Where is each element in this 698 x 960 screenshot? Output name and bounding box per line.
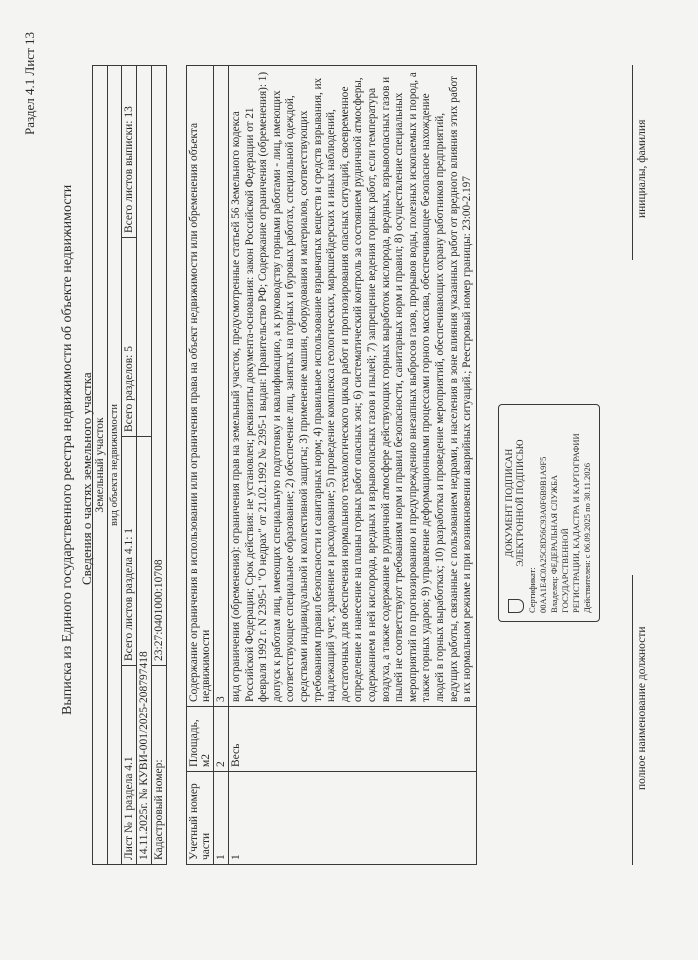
- signature-stamp: [498, 404, 600, 622]
- sheet-info-table: [92, 65, 167, 865]
- stamp-owner: Владелец: ФЕДЕРАЛЬНАЯ СЛУЖБА ГОСУДАРСТВЕННОЙ: [549, 475, 570, 613]
- sheets-total-section: Всего листов раздела 4.1: 1: [123, 527, 135, 661]
- column-number-3: 3: [215, 696, 227, 702]
- sections-total: Всего разделов: 5: [123, 346, 135, 432]
- stamp-owner-cont: РЕГИСТРАЦИИ, КАДАСТРА И КАРТОГРАФИИ: [571, 433, 581, 613]
- footer-line-left: [632, 575, 633, 865]
- document-title: Выписка из Единого государственного реестра недвижимости об объекте недвижимости: [60, 184, 75, 715]
- footer-name-caption: инициалы, фамилия: [636, 119, 648, 218]
- table-header-row: [187, 66, 214, 865]
- stamp-validity: Действителен: с 06.09.2025 по 30.11.2026: [582, 463, 592, 613]
- sheets-total-extract: Всего листов выписки: 13: [123, 106, 135, 233]
- restrictions-table: [186, 65, 477, 865]
- footer-line-right: [632, 65, 633, 260]
- stamp-title: ДОКУМЕНТ ПОДПИСАН: [505, 448, 515, 558]
- object-type-caption: вид объекта недвижимости: [109, 404, 120, 526]
- table-number-row: [214, 66, 229, 865]
- table-row: [229, 66, 477, 865]
- stamp-certificate: Сертификат: 00AA1E4C0A25C8D56C93A0F6B9B1A9F5: [527, 456, 548, 613]
- header-area: Площадь, м2: [188, 719, 212, 767]
- column-number-1: 1: [215, 854, 227, 860]
- header-part-number: Учетный номер части: [188, 783, 212, 860]
- restriction-content: вид ограничения (обременения): ограничения прав на земельный участок, предусмотренные статьей 56 Земельного кодекса Российской Федерации; Срок действия: не установлен; реквизиты документа-основания: закон Российской Федерации от 21 февраля 1992 г. N 2395-1 "О недрах" от 21.02.1992 № 2395-1 выдан: Правительство РФ; Содержание ограничения (обременения): 1) допуск к работам лиц, имеющих специальную подготовку и квалификацию, а к руководству горными работами - лиц, имеющих соответствующее специальное образование; 2) обеспечение лиц, занятых на горных и буровых работах, специальной одеждой, средствами индивидуальной и коллективной защиты; 3) применение машин, оборудования и материалов, соответствующих требованиям правил безопасности и санитарных норм; 4) правильное использование взрывчатых веществ и средств взрывания, их надлежащий учет, хранение и расходование; 5) проведение комплекса геологических, маркшейдерских и иных наблюдений, достаточных для обеспечения нормального технологического цикла работ и прогнозирования опасных ситуаций, своевременное определение и нанесение на планы горных работ опасных зон; 6) систематический контроль за состоянием рудничной атмосферы, содержанием в ней кислорода, вредных и взрывоопасных газов и пылей; 7) запрещение ведения горных работ, если температура воздуха, а также содержание в рудничной атмосфере действующих горных выработок кислорода, вредных, взрывоопасных газов и пылей не соответствуют требованиям норм и правил безопасности, санитарных норм и правил; 8) осуществление специальных мероприятий по прогнозированию и предупреждению внезапных выбросов газов, прорывов воды, полезных ископаемых и пород, а также горных ударов; 9) управление деформационными процессами горного массива, обеспечивающее безопасное нахождение людей в горных выработках; 10) разработка и проведение мероприятий, обеспечивающих охрану работников предприятий, ведущих работы, связанные с пользованием недрами, и населения в зоне влияния указанных работ от вредного влияния этих работ в их нормальном режиме и при возникновении аварийных ситуаций.; Реестровый номер границы: 23:00-2.197: [230, 71, 474, 702]
- section-label: Раздел 4.1 Лист 13: [22, 32, 37, 135]
- stamp-subtitle: ЭЛЕКТРОННОЙ ПОДПИСЬЮ: [516, 439, 526, 567]
- cadastral-number: 23:27:0401000:10708: [153, 559, 165, 661]
- sheet-number: Лист № 1 раздела 4.1: [123, 756, 135, 860]
- cadastral-label: Кадастровый номер:: [153, 759, 165, 860]
- object-type: Земельный участок: [94, 417, 106, 513]
- date-number: 14.11.2025г. № КУВИ-001/2025-208797418: [138, 651, 150, 860]
- part-number: 1: [230, 854, 242, 860]
- part-area: Весь: [230, 743, 242, 767]
- emblem-icon: [508, 599, 524, 613]
- header-content: Содержание ограничения в использовании или ограничения права на объект недвижимости или обременения объекта недвижимости: [188, 122, 212, 702]
- document-subtitle: Сведения о частях земельного участка: [79, 372, 94, 585]
- footer-position-caption: полное наименование должности: [636, 626, 648, 790]
- column-number-2: 2: [215, 761, 227, 767]
